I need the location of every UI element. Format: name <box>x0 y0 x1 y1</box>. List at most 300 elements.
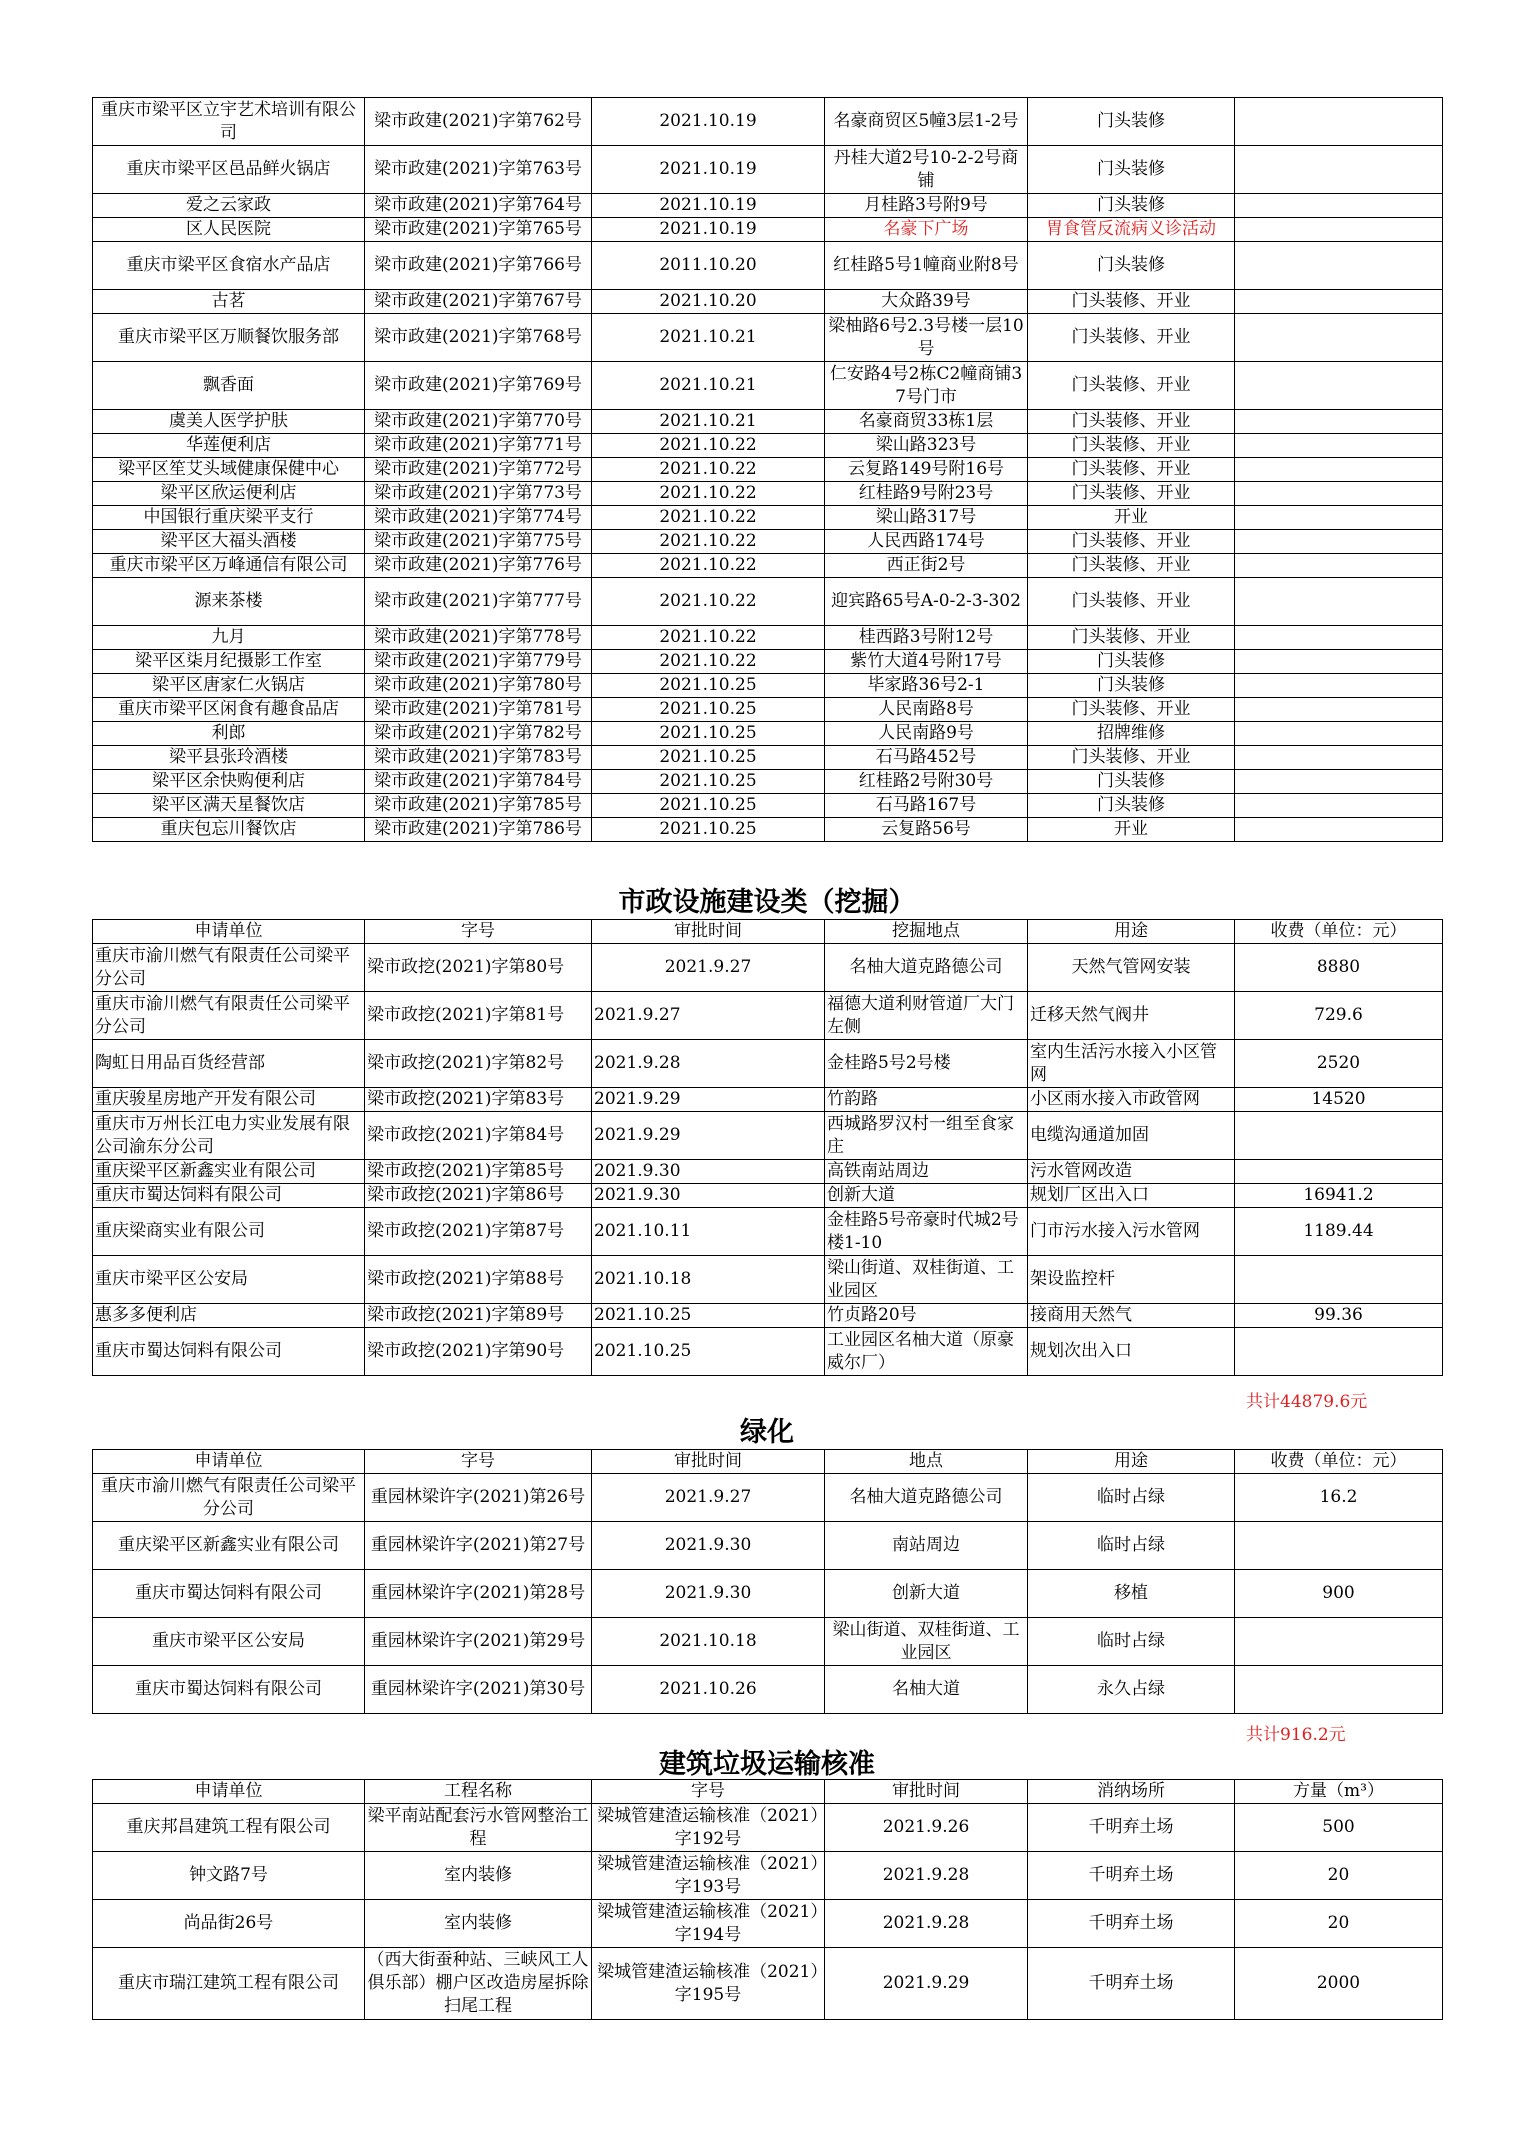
waste-cell: 2021.9.26 <box>825 1804 1028 1852</box>
permit-cell: 门头装修 <box>1028 674 1235 698</box>
permit-cell: 梁平区唐家仁火锅店 <box>93 674 365 698</box>
waste-cell: 重庆邦昌建筑工程有限公司 <box>93 1804 365 1852</box>
permit-cell <box>1235 434 1443 458</box>
waste-cell: 2021.9.28 <box>825 1900 1028 1948</box>
permit-cell <box>1235 818 1443 842</box>
waste-table <box>92 1779 1443 2020</box>
permit-cell: 梁市政建(2021)字第765号 <box>365 218 592 242</box>
permit-cell: 门头装修 <box>1028 794 1235 818</box>
permit-cell: 门头装修、开业 <box>1028 698 1235 722</box>
permit-cell: 门头装修、开业 <box>1028 434 1235 458</box>
permit-cell: 梁市政建(2021)字第763号 <box>365 146 592 194</box>
permit-row <box>93 362 1443 410</box>
permit-cell: 门头装修、开业 <box>1028 578 1235 626</box>
permit-row <box>93 746 1443 770</box>
permit-cell: 门头装修 <box>1028 98 1235 146</box>
permit-cell <box>1235 578 1443 626</box>
greening-cell: 名柚大道克路德公司 <box>825 1474 1028 1522</box>
permit-cell: 梁市政建(2021)字第786号 <box>365 818 592 842</box>
excavation-cell: 重庆市万州长江电力实业发展有限公司渝东分公司 <box>93 1112 365 1160</box>
excavation-header-row <box>93 920 1443 944</box>
permit-cell: 利郎 <box>93 722 365 746</box>
excavation-cell: 8880 <box>1235 944 1443 992</box>
permit-cell: 紫竹大道4号附17号 <box>825 650 1028 674</box>
greening-cell: 2021.9.30 <box>592 1570 825 1618</box>
permit-cell <box>1235 530 1443 554</box>
waste-header-cell: 审批时间 <box>825 1780 1028 1804</box>
permit-cell: 重庆市梁平区食宿水产品店 <box>93 242 365 290</box>
permit-cell: 梁市政建(2021)字第776号 <box>365 554 592 578</box>
waste-cell: 梁城管建渣运输核准（2021）字192号 <box>592 1804 825 1852</box>
excavation-cell: 2021.9.27 <box>592 944 825 992</box>
excavation-cell: 重庆梁平区新鑫实业有限公司 <box>93 1160 365 1184</box>
excavation-cell: 陶虹日用品百货经营部 <box>93 1040 365 1088</box>
permit-row <box>93 482 1443 506</box>
permit-cell: 2021.10.25 <box>592 674 825 698</box>
excavation-cell: 工业园区名柚大道（原豪威尔厂） <box>825 1328 1028 1376</box>
waste-cell: 梁城管建渣运输核准（2021）字194号 <box>592 1900 825 1948</box>
excavation-cell: 金桂路5号帝豪时代城2号楼1-10 <box>825 1208 1028 1256</box>
permit-cell: 月桂路3号附9号 <box>825 194 1028 218</box>
excavation-cell: 架设监控杆 <box>1028 1256 1235 1304</box>
excavation-cell: 729.6 <box>1235 992 1443 1040</box>
excavation-row <box>93 1328 1443 1376</box>
permit-cell: 梁平区欣运便利店 <box>93 482 365 506</box>
excavation-cell: 2021.9.29 <box>592 1088 825 1112</box>
greening-cell: 临时占绿 <box>1028 1522 1235 1570</box>
excavation-cell: 梁山街道、双桂街道、工业园区 <box>825 1256 1028 1304</box>
permit-cell: 梁平县张玲酒楼 <box>93 746 365 770</box>
excavation-cell: 梁市政挖(2021)字第86号 <box>365 1184 592 1208</box>
excavation-total: 共计44879.6元 <box>1246 1392 1368 1412</box>
permit-cell: 门头装修 <box>1028 242 1235 290</box>
greening-cell: 临时占绿 <box>1028 1618 1235 1666</box>
permit-cell: 门头装修、开业 <box>1028 458 1235 482</box>
excavation-cell: 1189.44 <box>1235 1208 1443 1256</box>
waste-cell: 室内装修 <box>365 1900 592 1948</box>
excavation-cell: 梁市政挖(2021)字第90号 <box>365 1328 592 1376</box>
permit-cell: 2021.10.19 <box>592 218 825 242</box>
excavation-cell: 重庆市渝川燃气有限责任公司梁平分公司 <box>93 992 365 1040</box>
permit-cell <box>1235 794 1443 818</box>
permit-cell: 源来茶楼 <box>93 578 365 626</box>
permit-cell: 门头装修 <box>1028 146 1235 194</box>
greening-cell: 900 <box>1235 1570 1443 1618</box>
permit-cell: 2021.10.19 <box>592 194 825 218</box>
permit-cell: 2021.10.19 <box>592 146 825 194</box>
excavation-header-cell: 收费（单位：元） <box>1235 920 1443 944</box>
permit-row <box>93 146 1443 194</box>
waste-row <box>93 1948 1443 2020</box>
excavation-cell <box>1235 1256 1443 1304</box>
permit-cell: 2021.10.25 <box>592 722 825 746</box>
permit-cell: 梁市政建(2021)字第774号 <box>365 506 592 530</box>
excavation-cell: 天然气管网安装 <box>1028 944 1235 992</box>
permit-cell: 2021.10.22 <box>592 578 825 626</box>
permit-row <box>93 674 1443 698</box>
waste-cell: 钟文路7号 <box>93 1852 365 1900</box>
permit-cell: 开业 <box>1028 506 1235 530</box>
excavation-cell: 重庆市蜀达饲料有限公司 <box>93 1184 365 1208</box>
permit-cell: 门头装修、开业 <box>1028 626 1235 650</box>
permit-cell: 2021.10.22 <box>592 626 825 650</box>
permit-cell: 2021.10.21 <box>592 362 825 410</box>
permit-cell: 2021.10.19 <box>592 98 825 146</box>
waste-header-cell: 方量（m³） <box>1235 1780 1443 1804</box>
permit-cell <box>1235 290 1443 314</box>
waste-cell: 尚品街26号 <box>93 1900 365 1948</box>
greening-cell: 重庆市梁平区公安局 <box>93 1618 365 1666</box>
excavation-cell: 2520 <box>1235 1040 1443 1088</box>
excavation-cell: 创新大道 <box>825 1184 1028 1208</box>
greening-cell: 移植 <box>1028 1570 1235 1618</box>
permit-cell: 2021.10.21 <box>592 410 825 434</box>
excavation-cell: 2021.9.30 <box>592 1184 825 1208</box>
permit-cell <box>1235 674 1443 698</box>
greening-row <box>93 1618 1443 1666</box>
greening-cell: 重庆市蜀达饲料有限公司 <box>93 1666 365 1714</box>
permit-cell: 云复路149号附16号 <box>825 458 1028 482</box>
excavation-cell: 惠多多便利店 <box>93 1304 365 1328</box>
excavation-row <box>93 1160 1443 1184</box>
permit-cell: 梁市政建(2021)字第782号 <box>365 722 592 746</box>
greening-cell <box>1235 1522 1443 1570</box>
excavation-cell: 梁市政挖(2021)字第80号 <box>365 944 592 992</box>
permit-cell <box>1235 242 1443 290</box>
excavation-cell: 名柚大道克路德公司 <box>825 944 1028 992</box>
permit-cell: 红桂路2号附30号 <box>825 770 1028 794</box>
excavation-cell: 99.36 <box>1235 1304 1443 1328</box>
permit-cell: 石马路167号 <box>825 794 1028 818</box>
excavation-cell: 16941.2 <box>1235 1184 1443 1208</box>
permit-cell: 门头装修、开业 <box>1028 482 1235 506</box>
greening-cell: 梁山街道、双桂街道、工业园区 <box>825 1618 1028 1666</box>
permit-cell <box>1235 722 1443 746</box>
waste-header-cell: 字号 <box>592 1780 825 1804</box>
excavation-row <box>93 1112 1443 1160</box>
permit-cell: 2021.10.22 <box>592 650 825 674</box>
excavation-row <box>93 1040 1443 1088</box>
permit-cell <box>1235 746 1443 770</box>
permit-cell: 2021.10.25 <box>592 770 825 794</box>
permit-cell: 梁市政建(2021)字第784号 <box>365 770 592 794</box>
excavation-row <box>93 1184 1443 1208</box>
permit-row <box>93 458 1443 482</box>
permit-cell: 丹桂大道2号10-2-2号商铺 <box>825 146 1028 194</box>
excavation-cell: 重庆骏星房地产开发有限公司 <box>93 1088 365 1112</box>
permit-cell: 门头装修、开业 <box>1028 554 1235 578</box>
excavation-row <box>93 944 1443 992</box>
permit-cell: 2021.10.22 <box>592 506 825 530</box>
permit-cell <box>1235 698 1443 722</box>
permit-cell: 梁市政建(2021)字第769号 <box>365 362 592 410</box>
greening-section-title: 绿化 <box>740 1417 794 1448</box>
excavation-row <box>93 1208 1443 1256</box>
permit-cell: 梁市政建(2021)字第780号 <box>365 674 592 698</box>
permit-row <box>93 434 1443 458</box>
waste-row <box>93 1852 1443 1900</box>
permit-cell: 九月 <box>93 626 365 650</box>
permit-cell: 梁市政建(2021)字第767号 <box>365 290 592 314</box>
greening-cell: 永久占绿 <box>1028 1666 1235 1714</box>
permit-cell: 2021.10.22 <box>592 482 825 506</box>
permit-cell: 门头装修、开业 <box>1028 410 1235 434</box>
excavation-row <box>93 992 1443 1040</box>
greening-header-cell: 审批时间 <box>592 1450 825 1474</box>
waste-header-row <box>93 1780 1443 1804</box>
greening-cell: 创新大道 <box>825 1570 1028 1618</box>
waste-row <box>93 1900 1443 1948</box>
greening-header-row <box>93 1450 1443 1474</box>
excavation-cell: 迁移天然气阀井 <box>1028 992 1235 1040</box>
excavation-cell: 2021.10.25 <box>592 1328 825 1376</box>
excavation-header-cell: 字号 <box>365 920 592 944</box>
permit-cell: 梁市政建(2021)字第778号 <box>365 626 592 650</box>
greening-cell: 重庆市蜀达饲料有限公司 <box>93 1570 365 1618</box>
permit-cell: 梁市政建(2021)字第785号 <box>365 794 592 818</box>
greening-row <box>93 1666 1443 1714</box>
permit-cell: 2021.10.21 <box>592 314 825 362</box>
excavation-cell: 高铁南站周边 <box>825 1160 1028 1184</box>
waste-cell: 梁城管建渣运输核准（2021）字193号 <box>592 1852 825 1900</box>
waste-cell: 千明弃土场 <box>1028 1852 1235 1900</box>
greening-total: 共计916.2元 <box>1246 1725 1346 1745</box>
excavation-header-cell: 用途 <box>1028 920 1235 944</box>
permit-cell: 梁市政建(2021)字第773号 <box>365 482 592 506</box>
excavation-cell: 接商用天然气 <box>1028 1304 1235 1328</box>
permit-cell: 2021.10.25 <box>592 746 825 770</box>
greening-cell <box>1235 1666 1443 1714</box>
excavation-header-cell: 挖掘地点 <box>825 920 1028 944</box>
permit-cell: 梁市政建(2021)字第777号 <box>365 578 592 626</box>
permit-row <box>93 218 1443 242</box>
permit-cell <box>1235 194 1443 218</box>
permit-cell: 人民西路174号 <box>825 530 1028 554</box>
greening-header-cell: 地点 <box>825 1450 1028 1474</box>
permit-row <box>93 698 1443 722</box>
waste-cell: 20 <box>1235 1852 1443 1900</box>
permit-row <box>93 794 1443 818</box>
permit-cell: 梁山路317号 <box>825 506 1028 530</box>
permit-cell <box>1235 650 1443 674</box>
permit-row <box>93 242 1443 290</box>
excavation-cell: 重庆市渝川燃气有限责任公司梁平分公司 <box>93 944 365 992</box>
permit-cell: 2021.10.20 <box>592 290 825 314</box>
greening-table <box>92 1449 1443 1714</box>
permit-cell: 区人民医院 <box>93 218 365 242</box>
excavation-cell <box>1235 1112 1443 1160</box>
waste-cell: 500 <box>1235 1804 1443 1852</box>
permit-cell: 梁市政建(2021)字第762号 <box>365 98 592 146</box>
permit-row <box>93 722 1443 746</box>
permit-cell: 梁市政建(2021)字第771号 <box>365 434 592 458</box>
waste-cell: 室内装修 <box>365 1852 592 1900</box>
greening-cell: 2021.10.26 <box>592 1666 825 1714</box>
permit-cell: 梁市政建(2021)字第766号 <box>365 242 592 290</box>
excavation-cell: 重庆市梁平区公安局 <box>93 1256 365 1304</box>
waste-row <box>93 1804 1443 1852</box>
excavation-cell: 竹贞路20号 <box>825 1304 1028 1328</box>
permit-cell: 华莲便利店 <box>93 434 365 458</box>
permit-cell: 2021.10.25 <box>592 698 825 722</box>
permit-cell: 招牌维修 <box>1028 722 1235 746</box>
permit-cell: 2021.10.22 <box>592 434 825 458</box>
permit-row <box>93 530 1443 554</box>
permit-cell: 梁市政建(2021)字第772号 <box>365 458 592 482</box>
permit-cell: 重庆市梁平区万顺餐饮服务部 <box>93 314 365 362</box>
greening-cell: 重园林梁许字(2021)第28号 <box>365 1570 592 1618</box>
waste-cell: 梁平南站配套污水管网整治工程 <box>365 1804 592 1852</box>
permit-cell: 梁市政建(2021)字第775号 <box>365 530 592 554</box>
excavation-cell: 2021.10.18 <box>592 1256 825 1304</box>
permit-cell: 重庆市梁平区闲食有趣食品店 <box>93 698 365 722</box>
permit-cell: 红桂路9号附23号 <box>825 482 1028 506</box>
excavation-header-cell: 审批时间 <box>592 920 825 944</box>
excavation-row <box>93 1304 1443 1328</box>
greening-cell: 重庆梁平区新鑫实业有限公司 <box>93 1522 365 1570</box>
excavation-cell: 梁市政挖(2021)字第83号 <box>365 1088 592 1112</box>
excavation-cell: 金桂路5号2号楼 <box>825 1040 1028 1088</box>
permit-row <box>93 314 1443 362</box>
permit-row <box>93 98 1443 146</box>
permit-cell: 门头装修、开业 <box>1028 530 1235 554</box>
permit-cell: 名豪下广场 <box>825 218 1028 242</box>
permit-row <box>93 290 1443 314</box>
waste-cell: 2021.9.29 <box>825 1948 1028 2020</box>
permit-cell: 名豪商贸区5幢3层1-2号 <box>825 98 1028 146</box>
permit-cell: 迎宾路65号A-0-2-3-302 <box>825 578 1028 626</box>
excavation-cell: 规划次出入口 <box>1028 1328 1235 1376</box>
waste-cell: 2021.9.28 <box>825 1852 1028 1900</box>
permit-cell: 梁平区柒月纪摄影工作室 <box>93 650 365 674</box>
permit-cell: 重庆市梁平区万峰通信有限公司 <box>93 554 365 578</box>
permit-row <box>93 194 1443 218</box>
permit-cell: 门头装修、开业 <box>1028 290 1235 314</box>
excavation-cell: 14520 <box>1235 1088 1443 1112</box>
excavation-cell <box>1235 1328 1443 1376</box>
permit-cell: 梁山路323号 <box>825 434 1028 458</box>
permit-cell: 古茗 <box>93 290 365 314</box>
greening-cell: 16.2 <box>1235 1474 1443 1522</box>
excavation-cell: 梁市政挖(2021)字第82号 <box>365 1040 592 1088</box>
greening-cell: 2021.9.30 <box>592 1522 825 1570</box>
excavation-row <box>93 1256 1443 1304</box>
excavation-cell: 重庆市蜀达饲料有限公司 <box>93 1328 365 1376</box>
excavation-cell: 竹韵路 <box>825 1088 1028 1112</box>
permit-cell: 重庆包忘川餐饮店 <box>93 818 365 842</box>
greening-row <box>93 1474 1443 1522</box>
permit-cell: 重庆市梁平区邑品鲜火锅店 <box>93 146 365 194</box>
permit-cell: 门头装修 <box>1028 194 1235 218</box>
permit-cell: 人民南路8号 <box>825 698 1028 722</box>
excavation-cell: 重庆梁商实业有限公司 <box>93 1208 365 1256</box>
greening-cell: 南站周边 <box>825 1522 1028 1570</box>
permit-cell: 名豪商贸33栋1层 <box>825 410 1028 434</box>
permit-cell: 梁市政建(2021)字第781号 <box>365 698 592 722</box>
waste-cell: 千明弃土场 <box>1028 1900 1235 1948</box>
permit-cell: 梁平区笙艾头域健康保健中心 <box>93 458 365 482</box>
permit-row <box>93 410 1443 434</box>
greening-row <box>93 1570 1443 1618</box>
permit-cell: 梁市政建(2021)字第770号 <box>365 410 592 434</box>
permit-cell: 梁市政建(2021)字第764号 <box>365 194 592 218</box>
permit-cell: 重庆市梁平区立宇艺术培训有限公司 <box>93 98 365 146</box>
permit-cell: 2021.10.25 <box>592 794 825 818</box>
greening-cell: 重园林梁许字(2021)第30号 <box>365 1666 592 1714</box>
permit-cell: 飘香面 <box>93 362 365 410</box>
permit-cell: 梁平区余快购便利店 <box>93 770 365 794</box>
excavation-cell: 2021.9.28 <box>592 1040 825 1088</box>
permit-row <box>93 650 1443 674</box>
greening-cell: 名柚大道 <box>825 1666 1028 1714</box>
greening-header-cell: 申请单位 <box>93 1450 365 1474</box>
greening-cell: 2021.9.27 <box>592 1474 825 1522</box>
permit-row <box>93 554 1443 578</box>
greening-cell: 重园林梁许字(2021)第29号 <box>365 1618 592 1666</box>
greening-header-cell: 收费（单位：元） <box>1235 1450 1443 1474</box>
permit-cell <box>1235 626 1443 650</box>
permit-cell: 人民南路9号 <box>825 722 1028 746</box>
permit-cell <box>1235 458 1443 482</box>
excavation-cell: 电缆沟通道加固 <box>1028 1112 1235 1160</box>
greening-cell: 2021.10.18 <box>592 1618 825 1666</box>
excavation-cell: 2021.9.27 <box>592 992 825 1040</box>
permit-cell: 门头装修、开业 <box>1028 362 1235 410</box>
excavation-cell <box>1235 1160 1443 1184</box>
permit-cell <box>1235 554 1443 578</box>
permit-cell: 2021.10.22 <box>592 530 825 554</box>
permit-cell: 开业 <box>1028 818 1235 842</box>
greening-header-cell: 用途 <box>1028 1450 1235 1474</box>
permit-cell <box>1235 410 1443 434</box>
permit-cell: 中国银行重庆梁平支行 <box>93 506 365 530</box>
permit-cell <box>1235 314 1443 362</box>
permit-cell: 云复路56号 <box>825 818 1028 842</box>
permit-cell: 毕家路36号2-1 <box>825 674 1028 698</box>
excavation-cell: 小区雨水接入市政管网 <box>1028 1088 1235 1112</box>
permit-cell: 大众路39号 <box>825 290 1028 314</box>
greening-cell <box>1235 1618 1443 1666</box>
excavation-cell: 梁市政挖(2021)字第89号 <box>365 1304 592 1328</box>
permit-cell <box>1235 362 1443 410</box>
waste-section-title: 建筑垃圾运输核准 <box>659 1749 875 1780</box>
waste-cell: 重庆市瑞江建筑工程有限公司 <box>93 1948 365 2020</box>
permit-cell: 2021.10.22 <box>592 554 825 578</box>
waste-header-cell: 工程名称 <box>365 1780 592 1804</box>
excavation-table <box>92 919 1443 1376</box>
permit-cell <box>1235 506 1443 530</box>
waste-cell: 梁城管建渣运输核准（2021）字195号 <box>592 1948 825 2020</box>
waste-cell: 千明弃土场 <box>1028 1948 1235 2020</box>
permit-cell: 梁柚路6号2.3号楼一层10号 <box>825 314 1028 362</box>
greening-header-cell: 字号 <box>365 1450 592 1474</box>
excavation-cell: 西城路罗汉村一组至食家庄 <box>825 1112 1028 1160</box>
greening-cell: 重庆市渝川燃气有限责任公司梁平分公司 <box>93 1474 365 1522</box>
permit-cell <box>1235 218 1443 242</box>
greening-cell: 临时占绿 <box>1028 1474 1235 1522</box>
permit-cell: 门头装修、开业 <box>1028 314 1235 362</box>
excavation-cell: 梁市政挖(2021)字第81号 <box>365 992 592 1040</box>
excavation-cell: 门市污水接入污水管网 <box>1028 1208 1235 1256</box>
excavation-cell: 2021.10.11 <box>592 1208 825 1256</box>
permit-cell: 梁市政建(2021)字第779号 <box>365 650 592 674</box>
permit-cell: 红桂路5号1幢商业附8号 <box>825 242 1028 290</box>
permit-cell: 西正街2号 <box>825 554 1028 578</box>
permit-cell: 门头装修、开业 <box>1028 746 1235 770</box>
excavation-cell: 梁市政挖(2021)字第85号 <box>365 1160 592 1184</box>
excavation-cell: 梁市政挖(2021)字第87号 <box>365 1208 592 1256</box>
permit-cell: 仁安路4号2栋C2幢商铺37号门市 <box>825 362 1028 410</box>
